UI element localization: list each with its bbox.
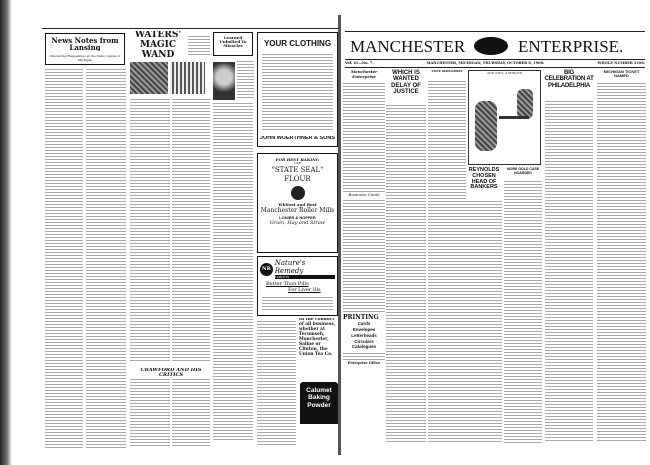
sidebar-paper: Manchester Enterprise: [350, 69, 378, 79]
article-text: [504, 180, 542, 443]
natures-remedy-line1: Better Than Pills: [266, 281, 309, 287]
enterprise-office: Enterprise Office: [347, 360, 381, 366]
news-notes-subtitle: Interesting Happenings at the State Capital of Michigan: [49, 54, 121, 62]
natures-remedy-line2: For Liver Ills: [288, 287, 321, 293]
page-fold: [338, 15, 341, 455]
flour-line2: Grain, Hay and Straw: [269, 220, 326, 227]
flour-title: "STATE SEAL" FLOUR: [271, 166, 324, 184]
article-text: [188, 35, 210, 57]
printing-item: Envelopes: [352, 326, 376, 332]
headline-gold: MORE GOLD CASE HOARDED: [504, 168, 542, 175]
article-text: [172, 378, 210, 448]
photo-dam: [170, 62, 205, 94]
article-text: [386, 104, 426, 443]
crawford-headline: CRAWFORD AND HIS CRITICS: [140, 368, 202, 378]
calumet-title: Calumet Baking Powder: [306, 387, 332, 409]
dateline: MANCHESTER, MICHIGAN, THURSDAY, OCTOBER 8, 1908.: [426, 61, 545, 65]
cartoon-caption: AND STILL A MINUTE: [486, 71, 523, 75]
masthead-left: MANCHESTER: [350, 37, 466, 56]
volume: Vol. 41—No. 7.: [345, 61, 374, 65]
clothing-ad-title: YOUR CLOTHING: [263, 40, 332, 48]
article-text: [428, 80, 466, 443]
nr-badge: NR: [260, 263, 273, 276]
photo-ship: [130, 62, 168, 94]
headline-justice: WHICH IS WANTED DELAY OF JUSTICE: [386, 70, 426, 95]
top-rule: [42, 28, 338, 29]
sidebar: [343, 69, 385, 365]
article-text: [130, 98, 170, 363]
ad-text: [262, 53, 333, 131]
flour-line1: Whitest and Best: [278, 202, 317, 208]
article-text: [86, 68, 126, 448]
news-notes-box: [45, 33, 125, 65]
flour-owners: LONIER & HOFFER: [279, 215, 316, 221]
article-text: [237, 60, 254, 100]
printing-item: Circulars: [354, 338, 374, 344]
article-text: [172, 98, 210, 363]
masthead-right: ENTERPRISE.: [518, 37, 624, 56]
clothing-ad: [257, 32, 338, 147]
flour-mill: Manchester Roller Mills: [260, 207, 335, 215]
article-text: [213, 102, 253, 442]
article-text: [466, 200, 502, 443]
whole-number: WHOLE NUMBER 2106.: [597, 61, 645, 65]
natures-remedy-title: Nature's Remedy: [274, 259, 306, 275]
printing-heading: PRINTING: [343, 314, 379, 321]
portrait: [213, 62, 235, 100]
ad-text: [262, 296, 333, 312]
learned-unbolted-box: [213, 32, 253, 56]
sidebar-text: [343, 82, 385, 192]
news-notes-title: News Notes from Lansing: [51, 37, 119, 51]
printing-item: Letterheads: [351, 332, 377, 338]
article-text: [597, 82, 646, 443]
waters-magic-wand-title: WATERS' MAGIC WAND: [134, 31, 182, 60]
article-text: [545, 100, 593, 443]
seal-icon: [291, 186, 305, 200]
natures-remedy-subtitle: TABLETS: [275, 275, 335, 279]
article-text: [130, 378, 170, 448]
printing-item: Catalogues: [351, 344, 377, 350]
learned-unbolted-title: Learned Unbolted To Miracles: [219, 36, 247, 48]
clothing-ad-footer: JOHN WUERTHNER & SONS: [259, 136, 336, 141]
cartoon: [468, 70, 541, 165]
flour-ad: [257, 153, 338, 253]
cartoon-table: [499, 116, 529, 119]
article-text: [45, 68, 83, 448]
dateline-bar: [345, 61, 645, 65]
dateline-rule: [345, 67, 645, 68]
article-text: [257, 320, 296, 445]
conduct-ad: In the conduct of all business, whether at Tecumseh, Manchester, Saline or Clinton, the Union Tea Co.: [299, 318, 336, 357]
natures-remedy-ad: [257, 256, 338, 316]
business-cards-heading: Business Cards: [348, 192, 380, 197]
sidebar-text: [343, 199, 385, 314]
masthead-top-rule: [345, 31, 645, 32]
printing-item: Cards: [357, 321, 371, 326]
cartoon-figure: [517, 89, 533, 119]
flour-use: USE: [294, 161, 301, 166]
scan-edge: [0, 0, 12, 465]
headline-state-news: STATE NEWS BRIEFS: [428, 70, 466, 73]
masthead-emblem-icon: [474, 37, 508, 55]
masthead-bottom-rule: [345, 59, 645, 60]
headline-celebration: BIG CELEBRATION AT PHILADELPHIA: [544, 70, 594, 89]
headline-reynolds: REYNOLDS CHOSEN HEAD OF BANKERS: [466, 168, 502, 191]
sidebar-text: [343, 352, 385, 360]
calumet-ad: [300, 382, 338, 424]
flour-top: FOR BEST BAKING: [275, 157, 320, 162]
headline-ticket: MICHIGAN TICKET NAMED: [597, 70, 646, 78]
cartoon-figure: [475, 101, 497, 151]
